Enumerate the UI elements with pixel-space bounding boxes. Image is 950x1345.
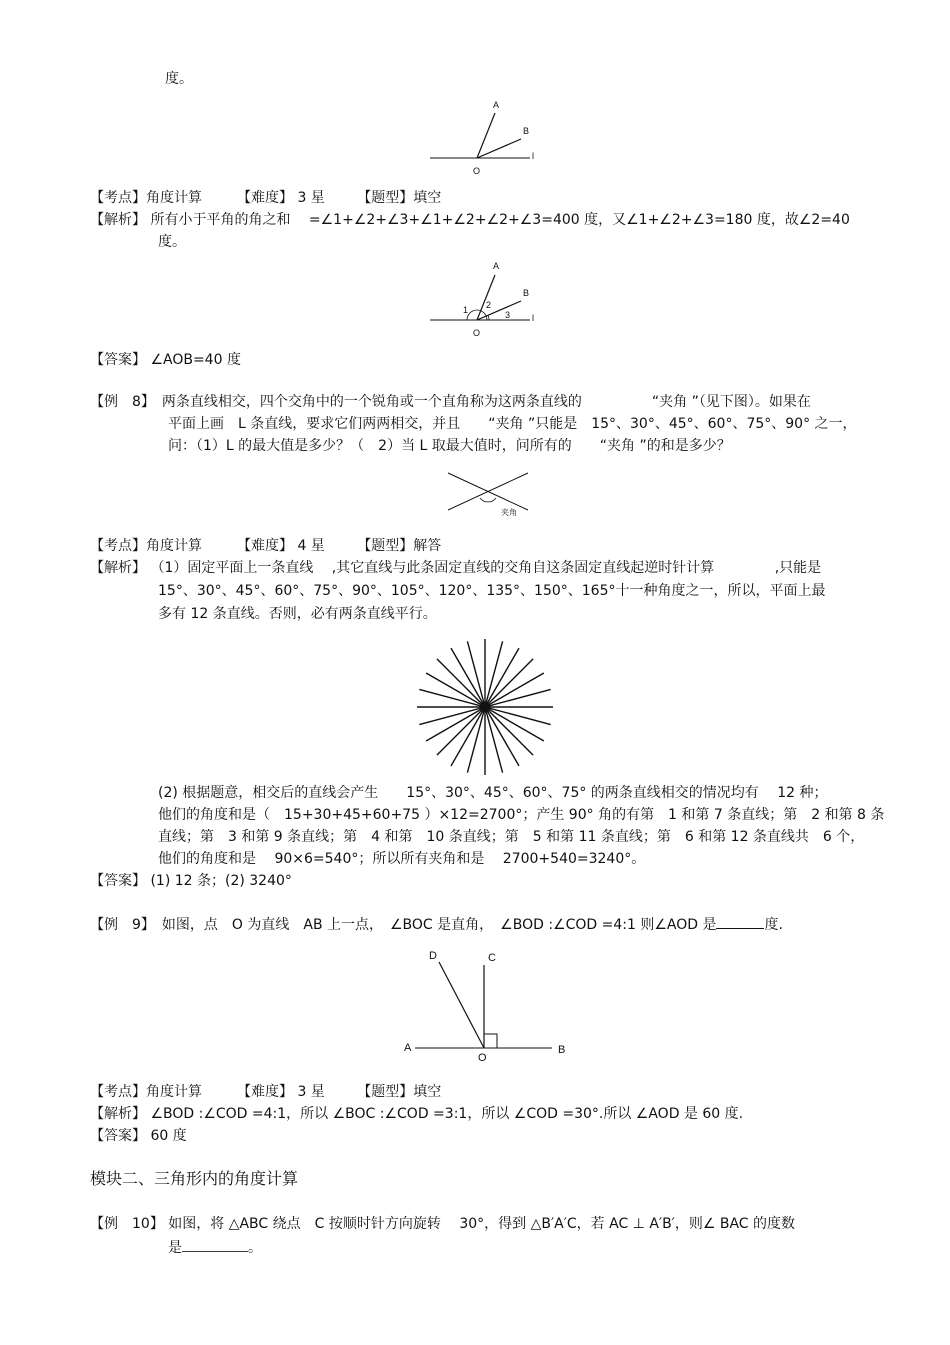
ex8-analysis-line2: 15°、30°、45°、60°、75°、90°、105°、120°、135°、150°、165°十一种角度之一，所以，平面上最 [158,583,826,599]
ex9-answer: 【答案】 60 度 [90,1128,187,1144]
ex8-analysis-line1: 【解析】 （1）固定平面上一条直线 ,其它直线与此条固定直线的交角自这条固定直线起逆时针计算 ,只能是 [90,560,822,576]
ex9-meta: 【考点】角度计算 【难度】 3 星 【题型】填空 [90,1084,442,1100]
angle-figure-2 [425,258,555,340]
ex10-line1: 【例 10】 如图，将 △ABC 绕点 C 按顺时针方向旋转 30°，得到 △B′A′C，若 AC ⊥ A′B′，则∠ BAC 的度数 [90,1216,796,1232]
ex8-answer: 【答案】 (1) 12 条；(2) 3240° [90,873,292,889]
ex8-part2-line2: 他们的角度和是（ 15+30+45+60+75 ）×12=2700°；产生 90° 角的有第 1 和第 7 条直线；第 2 和第 8 条 [158,807,885,823]
fig2-label-b: B [523,288,530,298]
fig1-label-b: B [523,126,530,136]
fig2-label-o: O [473,328,481,338]
ex8-part2-line3: 直线；第 3 和第 9 条直线；第 4 和第 10 条直线；第 5 和第 11 条直线；第 6 和第 12 条直线共 6 个， [158,829,865,845]
ex8-meta: 【考点】角度计算 【难度】 4 星 【题型】解答 [90,538,442,554]
ex8-analysis-line3: 多有 12 条直线。否则，必有两条直线平行。 [158,606,437,622]
included-angle-label: 夹角 [501,508,517,517]
ex9-question-text: 【例 9】 如图，点 O 为直线 AB 上一点， ∠BOC 是直角， ∠BOD :∠COD =4:1 则∠AOD 是 [90,917,717,933]
ex8-line1: 【例 8】 两条直线相交，四个交角中的一个锐角或一个直角称为这两条直线的 “夹角 ”（见下图）。如果在 [90,394,811,410]
fig2-label-l: l [532,313,534,323]
ex8-part2-line4: 他们的角度和是 90×6=540°；所以所有夹角和是 2700+540=3240°。 [158,851,646,867]
fig1-label-l: l [532,151,534,161]
module2-title: 模块二、三角形内的角度计算 [90,1169,299,1188]
twelve-lines-figure [415,637,555,777]
ex9-label-b: B [558,1044,566,1056]
ex9-answer-blank [716,914,764,929]
ex9-question-tail: 度. [764,917,783,933]
fig2-label-a: A [493,261,500,271]
included-angle-figure [440,468,540,528]
block1-analysis-line1: 【解析】 所有小于平角的角之和 =∠1+∠2+∠3+∠1+∠2+∠2+∠3=400 度，又∠1+∠2+∠3=180 度，故∠2=40 [90,212,850,228]
block1-answer: 【答案】 ∠AOB=40 度 [90,352,241,368]
ex10-line2-text: 是 [168,1240,182,1256]
ex9-label-o: O [478,1052,487,1064]
ex9-figure [400,945,575,1065]
fig1-label-o: O [473,166,481,176]
fig2-label-1: 1 [463,305,469,315]
block1-meta: 【考点】角度计算 【难度】 3 星 【题型】填空 [90,190,442,206]
ex9-label-d: D [429,950,437,962]
block1-analysis-line2: 度。 [158,234,186,250]
angle-figure-1 [425,98,555,180]
ex10-answer-blank [182,1237,248,1252]
ex9-label-a: A [404,1042,412,1054]
fig2-label-3: 3 [505,310,511,320]
ex9-question [90,914,783,934]
ex10-line2 [168,1237,262,1257]
ex8-line2: 平面上画 L 条直线，要求它们两两相交，并且 “夹角 ”只能是 15°、30°、45°、60°、75°、90° 之一， [168,416,857,432]
ex8-part2-line1: (2) 根据题意，相交后的直线会产生 15°、30°、45°、60°、75° 的两条直线相交的情况均有 12 种； [158,785,828,801]
fig1-label-a: A [493,100,500,110]
ex10-line2-tail: 。 [248,1240,262,1256]
ex9-analysis: 【解析】 ∠BOD :∠COD =4:1，所以 ∠BOC :∠COD =3:1，所以 ∠COD =30°.所以 ∠AOD 是 60 度. [90,1106,744,1122]
continuation-text: 度。 [165,71,193,87]
ex9-label-c: C [488,952,496,964]
fig2-label-2: 2 [486,300,492,310]
ex8-line3: 问：（1）L 的最大值是多少？（ 2）当 L 取最大值时，问所有的 “夹角 ”的和是多少？ [168,438,731,454]
